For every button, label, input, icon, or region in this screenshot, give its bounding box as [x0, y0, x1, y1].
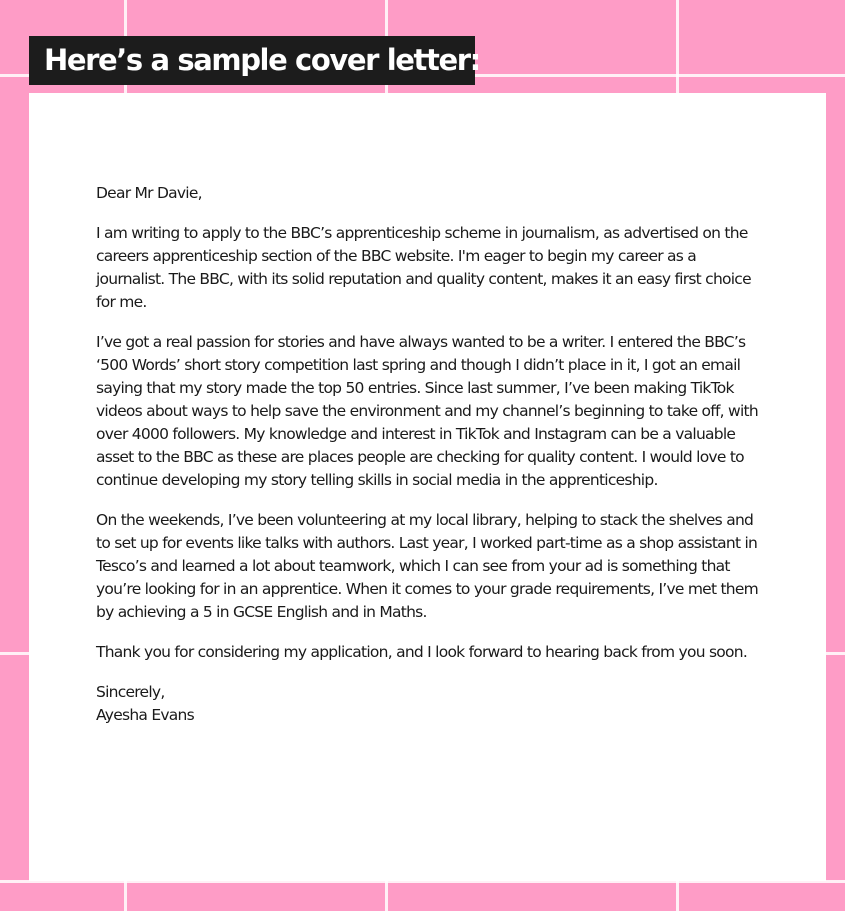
- letter-paragraph-4: Thank you for considering my application, and I look forward to hearing back from you soon.: [96, 643, 748, 661]
- cover-letter-card: [29, 93, 826, 881]
- letter-body: [96, 182, 764, 727]
- page-title: Here’s a sample cover letter:: [44, 43, 480, 77]
- letter-signoff: [96, 681, 764, 727]
- letter-salutation: Dear Mr Davie,: [96, 184, 202, 202]
- letter-paragraph-1: I am writing to apply to the BBC’s apprenticeship scheme in journalism, as advertised on the careers apprenticeship section of the BBC website. I'm eager to begin my career as a journalist. The BBC, with its solid reputation and quality content, makes it an easy first choice for me.: [96, 224, 751, 311]
- heading-banner: [29, 36, 480, 85]
- letter-signature: Ayesha Evans: [96, 706, 194, 724]
- letter-paragraph-2: I’ve got a real passion for stories and have always wanted to be a writer. I entered the BBC’s ‘500 Words’ short story competition last spring and though I didn’t place in it, I got an email saying that my story made the top 50 entries. Since last summer, I’ve been making TikTok videos about ways to help save the environment and my channel’s beginning to take off, with over 4000 followers. My knowledge and interest in TikTok and Instagram can be a valuable asset to the BBC as these are places people are checking for quality content. I would love to continue developing my story telling skills in social media in the apprenticeship.: [96, 333, 758, 489]
- letter-closing: Sincerely,: [96, 683, 165, 701]
- letter-paragraph-3: On the weekends, I’ve been volunteering at my local library, helping to stack the shelves and to set up for events like talks with authors. Last year, I worked part-time as a shop assistant in Tesco’s and learned a lot about teamwork, which I can see from your ad is something that you’re looking for in an apprentice. When it comes to your grade requirements, I’ve met them by achieving a 5 in GCSE English and in Maths.: [96, 511, 759, 621]
